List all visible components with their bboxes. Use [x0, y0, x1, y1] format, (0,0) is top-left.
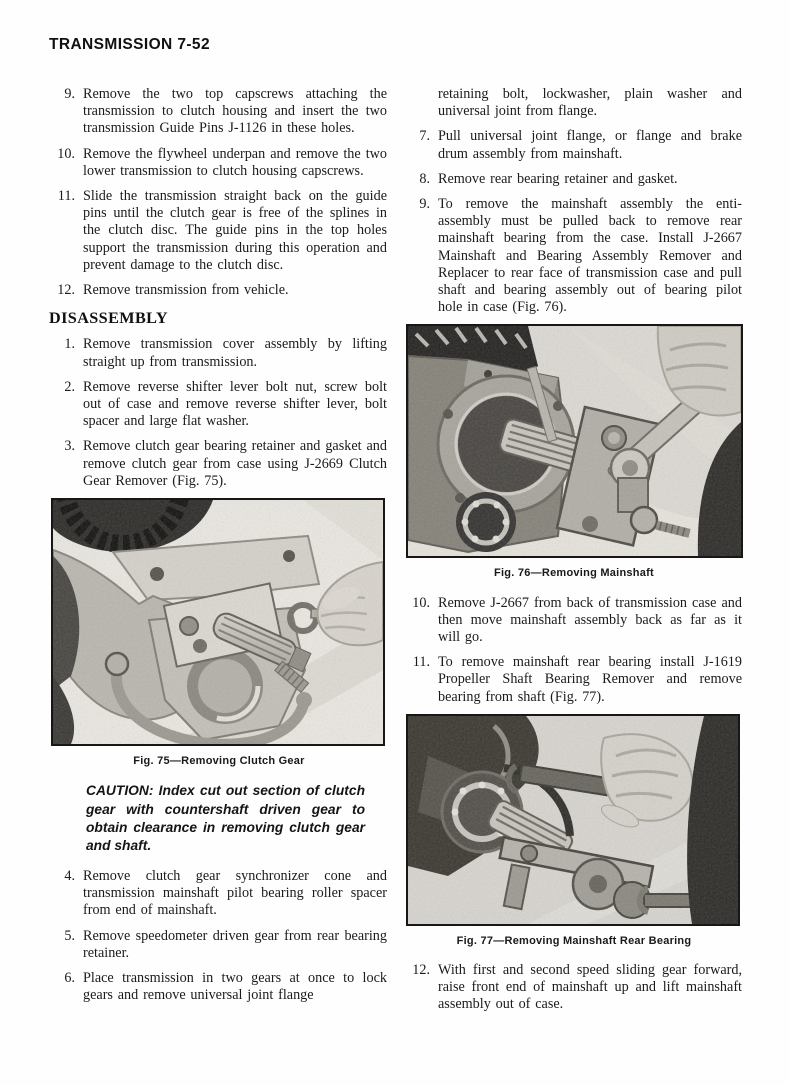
step-number: 11.: [57, 188, 75, 205]
figure-76-caption: Fig. 76—Removing Mainshaft: [494, 567, 654, 580]
step-text: Remove the flywheel underpan and remove the two lower transmission to clutch housing capscrews.: [83, 145, 387, 179]
step-text: Remove reverse shifter lever bolt nut, screw bolt out of case and remove reverse shifter lever, bolt spacer and large flat washer.: [83, 378, 387, 430]
caution-note: CAUTION: Index cut out section of clutch gear with countershaft driven gear to obtain clearance in removing clutch gear and shaft.: [86, 783, 365, 854]
step-item: [49, 188, 387, 274]
step-item: [49, 928, 387, 962]
step-number: 12.: [57, 282, 75, 299]
mainshaft-removal-photo: [406, 324, 743, 558]
step-text: Place transmission in two gears at once to lock gears and remove universal joint flange: [83, 969, 387, 1004]
step-text: Slide the transmission straight back on the guide pins until the clutch gear is free of the splines in the clutch disc. The guide pins in the top holes support the transmission during this operation and prevent damage to the clutch disc.: [83, 188, 387, 273]
step-number: 8.: [419, 170, 430, 187]
figure-75: [51, 498, 387, 770]
step-item: [404, 962, 742, 1014]
step-text: Pull universal joint flange, or flange and brake drum assembly from mainshaft.: [438, 128, 742, 162]
left-column: [49, 86, 387, 1012]
step-text: Remove transmission cover assembly by lifting straight up from transmission.: [83, 336, 387, 370]
clutch-gear-removal-photo: [51, 498, 385, 746]
step-number: 10.: [57, 145, 75, 162]
step-number: 7.: [419, 128, 430, 145]
step-item: [49, 970, 387, 1004]
step-item: [49, 336, 387, 370]
step-text: Remove speedometer driven gear from rear bearing retainer.: [83, 927, 387, 961]
section-heading-disassembly: DISASSEMBLY: [49, 309, 168, 328]
step-item: [404, 654, 742, 706]
step-6-continuation-text: retaining bolt, lockwasher, plain washer and universal joint from flange.: [438, 86, 742, 120]
figure-76: [406, 324, 742, 582]
step-number: 3.: [64, 438, 75, 455]
step-text: Remove the two top capscrews attaching the transmission to clutch housing and insert the two transmission Guide Pins J-1126 in these holes.: [83, 86, 387, 137]
step-item: [404, 595, 742, 647]
step-item: [49, 146, 387, 180]
step-item: [404, 128, 742, 162]
step-text: Remove J-2667 from back of transmission case and then move mainshaft assembly back as far as it will go.: [438, 594, 742, 646]
step-number: 4.: [64, 867, 75, 884]
step-number: 10.: [412, 594, 430, 611]
step-text: Remove rear bearing retainer and gasket.: [438, 170, 678, 187]
step-item: [404, 171, 742, 188]
step-number: 12.: [412, 962, 430, 979]
step-number: 9.: [64, 86, 75, 102]
step-item: [49, 282, 387, 299]
step-number: 1.: [64, 336, 75, 353]
figure-77: [406, 714, 742, 950]
step-number: 2.: [64, 378, 75, 395]
step-item: [404, 196, 742, 316]
step-text: Remove transmission from vehicle.: [83, 282, 289, 299]
page-header-title: TRANSMISSION 7-52: [49, 36, 210, 53]
step-text: Remove clutch gear synchronizer cone and transmission mainshaft pilot bearing roller spacer from end of mainshaft.: [83, 867, 387, 919]
mainshaft-rear-bearing-removal-photo: [406, 714, 740, 926]
step-number: 5.: [64, 927, 75, 944]
step-item: [49, 379, 387, 431]
right-column: [404, 86, 742, 1022]
step-text: To remove mainshaft rear bearing install J-1619 Propeller Shaft Bearing Remover and remove bearing from shaft (Fig. 77).: [438, 654, 742, 705]
step-item: [49, 868, 387, 920]
step-text: To remove the mainshaft assembly the enti- assembly must be pulled back to remove rear mainshaft bearing from the case. Install J-2667 Mainshaft and Bearing Assembly Remover and Replacer to rear face of transmission case and pull shaft and bearing assembly out of bearing pilot hole in case (Fig. 76).: [438, 196, 742, 316]
step-text: With first and second speed sliding gear forward, raise front end of mainshaft up and lift mainshaft assembly out of case.: [438, 962, 742, 1013]
step-text: Remove clutch gear bearing retainer and gasket and remove clutch gear from case using J-2669 Clutch Gear Remover (Fig. 75).: [83, 438, 387, 489]
step-number: 11.: [412, 654, 430, 671]
step-number: 6.: [64, 969, 75, 986]
step-item: [49, 86, 387, 138]
figure-77-caption: Fig. 77—Removing Mainshaft Rear Bearing: [456, 934, 692, 947]
step-number: 9.: [419, 196, 430, 213]
step-item: [49, 438, 387, 490]
figure-75-caption: Fig. 75—Removing Clutch Gear: [133, 755, 305, 768]
